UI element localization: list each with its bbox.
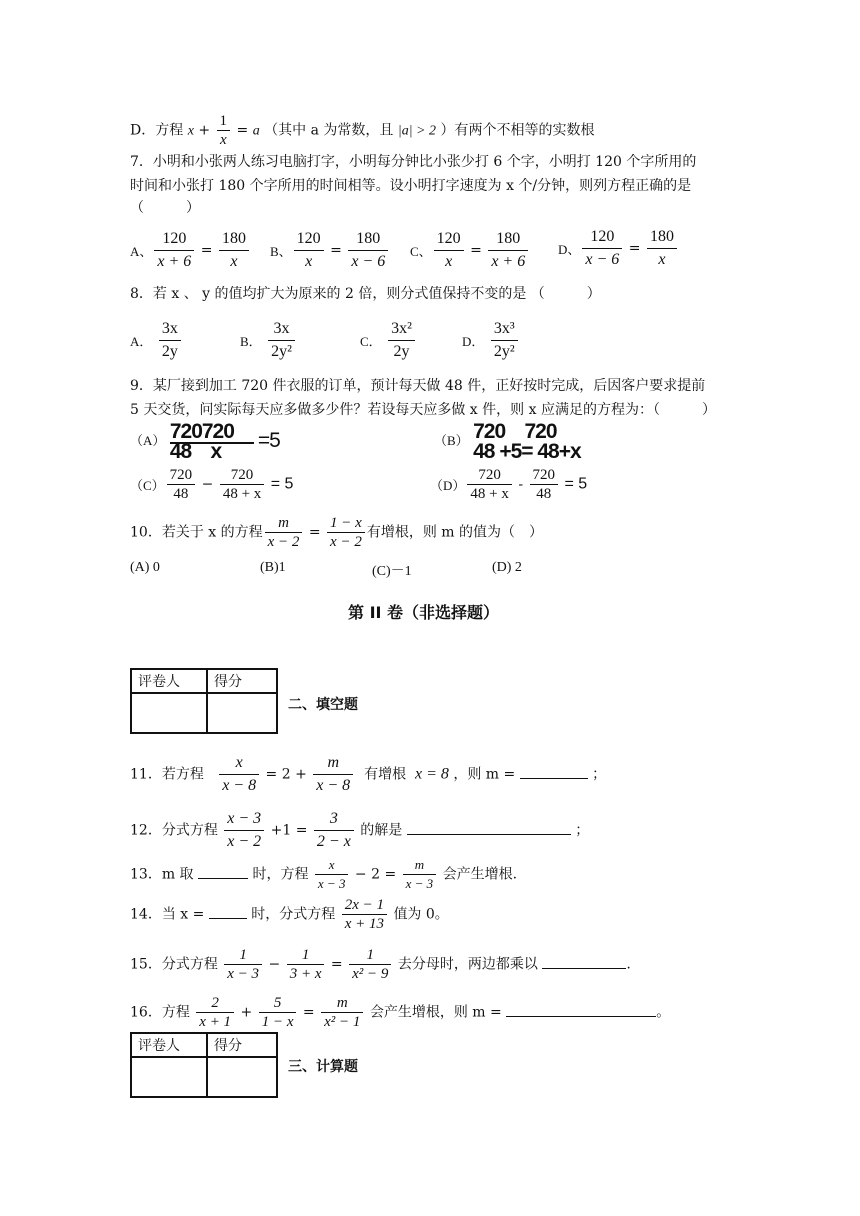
- q6d-fraction: $\frac{1}{x}$: [217, 112, 231, 149]
- q11-answer-blank[interactable]: [520, 764, 588, 779]
- q6d-mid: （其中 a 为常数，且: [264, 122, 394, 139]
- score-header-2: 得分: [207, 1033, 277, 1057]
- q14: 14．当 x = 时，分式方程 $\frac{2x - 1}{x + 13}$ 值为 0。: [130, 897, 449, 932]
- q9-line1: 9．某厂接到加工 720 件衣服的订单，预计每天做 48 件，正好按时完成，后因客户要求提前: [130, 378, 706, 394]
- q10-option-b[interactable]: (B)1: [260, 560, 286, 575]
- q7-option-c[interactable]: C、 $\frac{120}{x}$ = $\frac{180}{x + 6}$: [410, 228, 530, 273]
- q12-answer-blank[interactable]: [407, 820, 571, 835]
- q8-option-b[interactable]: B． $\frac{3x}{\text{2y²}}$: [240, 318, 297, 363]
- score-header: 得分: [207, 669, 277, 693]
- part3-heading: 三、计算题: [288, 1059, 358, 1075]
- q11: 11．若方程 $\frac{x}{x - 8}$ = 2 + $\frac{m}{x - 8}$ 有增根 x = 8 ，则 m = ；: [130, 754, 607, 794]
- q7-option-b[interactable]: B、 $\frac{120}{x}$ = $\frac{180}{x - 6}$: [270, 228, 390, 273]
- score-table-2: [130, 1032, 278, 1098]
- score-table-1: [130, 668, 278, 734]
- grader-header-2: 评卷人: [131, 1033, 207, 1057]
- q6d-equation-x: x: [187, 123, 194, 139]
- grader-header: 评卷人: [131, 669, 207, 693]
- section-ii-title: 第 II 卷（非选择题）: [348, 603, 500, 622]
- q9-option-b[interactable]: （B） 720 720 48 +5= 48+x: [434, 422, 581, 462]
- q10-stem: 10．若关于 x 的方程 $\frac{m}{x - 2}$ = $\frac{1 - x}{x - 2}$ 有增根，则 m 的值为（ ）: [130, 515, 544, 550]
- q12: 12．分式方程 $\frac{x - 3}{x - 2}$ +1 = $\frac{3}{2 - x}$ 的解是 ；: [130, 810, 590, 850]
- q9-option-c[interactable]: （C） $\frac{720}{48}$ − $\frac{720}{48 + x}$ = 5: [130, 467, 294, 502]
- grader-cell[interactable]: [131, 693, 207, 733]
- q9-option-a[interactable]: （A） 720720 48 x =5: [130, 420, 280, 463]
- q15-answer-blank[interactable]: [542, 954, 626, 969]
- q6d-condition: |a| > 2: [397, 123, 436, 139]
- q7-option-a[interactable]: A、 $\frac{120}{x + 6}$ = $\frac{180}{x}$: [130, 228, 251, 273]
- q9-option-d[interactable]: （D） $\frac{720}{48 + x}$ - $\frac{720}{48}$ = 5: [430, 467, 588, 502]
- grader-cell-2[interactable]: [131, 1057, 207, 1097]
- q15: 15．分式方程 $\frac{1}{x - 3}$ − $\frac{1}{3 + x}$ = $\frac{1}{\text{x² − 9}}$ 去分母时，两边都乘以 .: [130, 947, 631, 982]
- q6d-label: D．方程: [130, 122, 184, 139]
- score-cell[interactable]: [207, 693, 277, 733]
- q7-line3: （ ）: [130, 200, 200, 216]
- q8-stem: 8．若 x 、 y 的值均扩大为原来的 2 倍，则分式值保持不变的是 （ ）: [130, 286, 601, 302]
- part2-heading: 二、填空题: [288, 697, 358, 713]
- q7-line2: 时间和小张打 180 个字所用的时间相等。设小明打字速度为 x 个/分钟，则列方程正确的是: [130, 178, 692, 194]
- q14-answer-blank[interactable]: [209, 904, 247, 919]
- q6d-tail: ）有两个不相等的实数根: [440, 122, 595, 139]
- q13-answer-blank[interactable]: [198, 864, 248, 879]
- q6-option-d: D．方程 x + $\frac{1}{x}$ = a （其中 a 为常数，且 |a| > 2 ）有两个不相等的实数根: [130, 113, 595, 148]
- q13: 13．m 取 时，方程 $\frac{x}{x - 3}$ − 2 = $\frac{m}{x - 3}$ 会产生增根.: [130, 857, 518, 891]
- q7-line1: 7．小明和小张两人练习电脑打字，小明每分钟比小张少打 6 个字，小明打 120 个字所用的: [130, 154, 697, 170]
- q8-option-a[interactable]: A． $\frac{3x}{2y}$: [130, 318, 183, 363]
- q10-option-d[interactable]: (D) 2: [492, 560, 522, 575]
- q10-option-c[interactable]: (C)－1: [372, 564, 412, 579]
- q8-option-d[interactable]: D． $\frac{\text{3x³}}{\text{2y²}}$: [462, 318, 520, 363]
- q10-option-a[interactable]: (A) 0: [130, 560, 160, 575]
- q16-answer-blank[interactable]: [506, 1002, 656, 1017]
- q9-line2: 5 天交货，问实际每天应多做多少件？若设每天应多做 x 件，则 x 应满足的方程为：（ ）: [130, 402, 716, 418]
- q8-option-c[interactable]: C． $\frac{\text{3x²}}{2y}$: [360, 318, 417, 363]
- score-cell-2[interactable]: [207, 1057, 277, 1097]
- q16: 16．方程 $\frac{2}{x + 1}$ + $\frac{5}{1 - x}$ = $\frac{m}{\text{x² − 1}}$ 会产生增根，则 m = 。: [130, 995, 671, 1030]
- q7-option-d[interactable]: D、 $\frac{120}{x - 6}$ = $\frac{180}{x}$: [558, 226, 679, 271]
